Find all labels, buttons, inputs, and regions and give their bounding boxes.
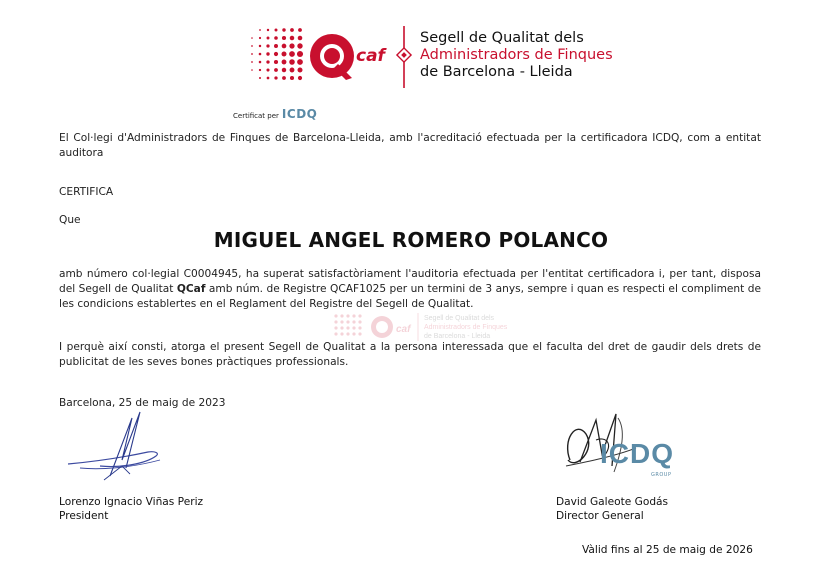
place-date: Barcelona, 25 de maig de 2023 xyxy=(59,397,226,409)
person-name: MIGUEL ANGEL ROMERO POLANCO xyxy=(213,228,609,252)
body-part-1: amb número col·legial C0004945, ha superat satisfactòriament l'auditoria efectuada per l'entitat certificadora i, per tant, disposa del Segell de Qualitat xyxy=(59,268,761,295)
brand-caf: caf xyxy=(356,46,385,66)
logo-line-2: Administradors de Finques xyxy=(420,47,613,63)
que-label: Que xyxy=(59,214,81,226)
qcaf-bold: QCaf xyxy=(176,283,206,295)
svg-text:Segell de Qualitat dels: Segell de Qualitat dels xyxy=(424,315,495,322)
body-part-2: amb núm. de Registre QCAF1025 per un termini de 3 anys, sempre i quan es respecti el compliment de les condicions establertes en el Reglament del Registre del Segell de Qualitat. xyxy=(59,283,761,310)
valid-until: Vàlid fins al 25 de maig de 2026 xyxy=(582,544,753,556)
icdq-mini-logo: ICDQ xyxy=(281,107,318,121)
certifica-label: CERTIFICA xyxy=(59,186,114,198)
closing-paragraph: I perquè així consti, atorga el present Segell de Qualitat a la persona interessada que el faculta del dret de gaudir dels drets de publicitat de les seves bones pràctiques professionals. xyxy=(59,341,761,368)
svg-text:caf: caf xyxy=(396,324,411,335)
certified-by xyxy=(233,107,317,121)
intro-paragraph: El Col·legi d'Administradors de Finques de Barcelona-Lleida, amb l'acreditació efectuada per la certificadora ICDQ, com a entitat auditora xyxy=(59,132,761,159)
logo-line-3: de Barcelona - Lleida xyxy=(420,64,573,80)
signer-right-role: Director General xyxy=(556,510,644,522)
icdq-stamp-logo: ICDQ xyxy=(600,438,674,469)
signature-left xyxy=(60,408,180,492)
svg-text:Administradors de Finques: Administradors de Finques xyxy=(424,324,508,331)
signer-left-role: President xyxy=(59,510,109,522)
dot-grid-icon xyxy=(251,28,303,80)
certified-prefix: Certificat per xyxy=(233,112,279,120)
signer-right-name: David Galeote Godás xyxy=(556,496,669,508)
signer-left-name: Lorenzo Ignacio Viñas Periz xyxy=(59,496,204,508)
svg-text:de Barcelona - Lleida: de Barcelona - Lleida xyxy=(424,333,491,340)
icdq-stamp-sub: GROUP xyxy=(651,472,672,478)
body-paragraph xyxy=(59,267,761,312)
logo-line-1: Segell de Qualitat dels xyxy=(420,30,584,46)
logo-title xyxy=(420,30,613,81)
